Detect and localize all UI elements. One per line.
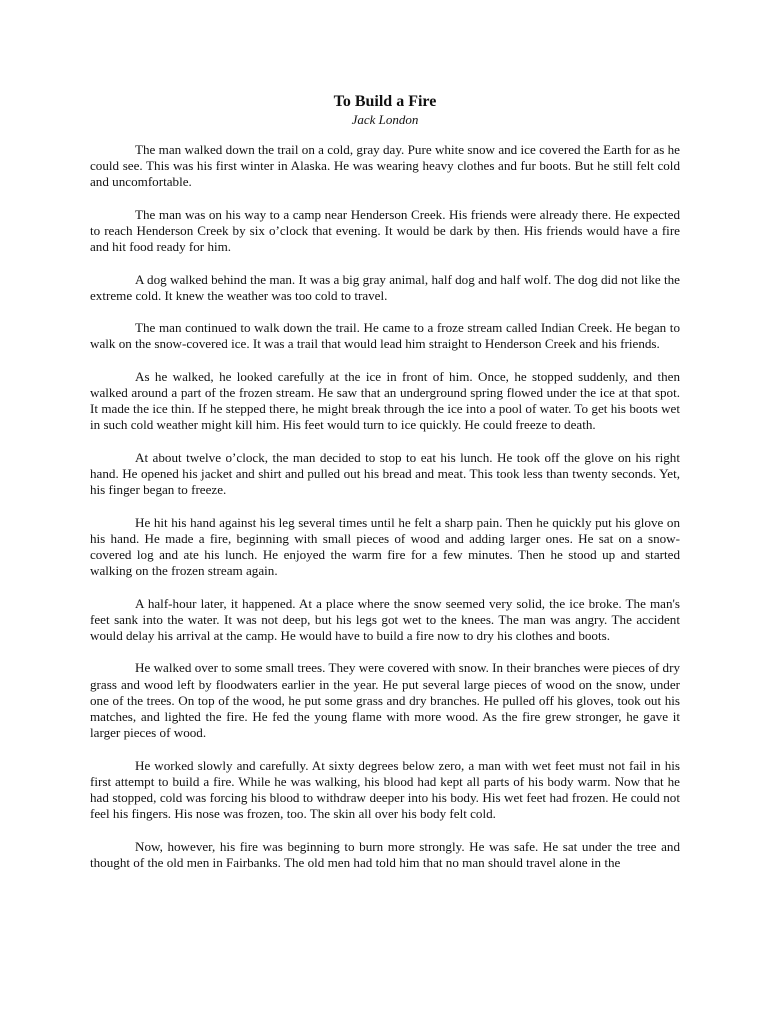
paragraph: The man continued to walk down the trail. He came to a froze stream called Indian Creek. He began to walk on the snow-covered ice. It was a trail that would lead him straight to Henderson Creek and his friends. <box>90 320 680 352</box>
paragraph: He walked over to some small trees. They were covered with snow. In their branches were pieces of dry grass and wood left by floodwaters earlier in the year. He put several large pieces of wood on the snow, under one of the trees. On top of the wood, he put some grass and dry branches. He pulled off his gloves, took out his matches, and lighted the fire. He fed the young flame with more wood. As the fire grew stronger, he gave it larger pieces of wood. <box>90 660 680 741</box>
paragraph: He hit his hand against his leg several times until he felt a sharp pain. Then he quickly put his glove on his hand. He made a fire, beginning with small pieces of wood and adding larger ones. He sat on a snow-covered log and ate his lunch. He enjoyed the warm fire for a few minutes. Then he stood up and started walking on the frozen stream again. <box>90 514 680 579</box>
paragraph: A dog walked behind the man. It was a big gray animal, half dog and half wolf. The dog did not like the extreme cold. It knew the weather was too cold to travel. <box>90 271 680 303</box>
paragraph: Now, however, his fire was beginning to burn more strongly. He was safe. He sat under the tree and thought of the old men in Fairbanks. The old men had told him that no man should travel alone in the <box>90 838 680 870</box>
document-author: Jack London <box>351 112 419 127</box>
paragraph: He worked slowly and carefully. At sixty degrees below zero, a man with wet feet must not fail in his first attempt to build a fire. While he was walking, his blood had kept all parts of his body warm. Now that he had stopped, cold was forcing his blood to withdraw deeper into his body. His wet feet had frozen. He could not feel his fingers. His nose was frozen, too. The skin all over his body felt cold. <box>90 757 680 822</box>
document-title: To Build a Fire <box>333 93 437 110</box>
paragraph: The man walked down the trail on a cold, gray day. Pure white snow and ice covered the Earth for as he could see. This was his first winter in Alaska. He was wearing heavy clothes and fur boots. But he still felt cold and uncomfortable. <box>90 142 680 190</box>
paragraph: The man was on his way to a camp near Henderson Creek. His friends were already there. He expected to reach Henderson Creek by six o’clock that evening. It would be dark by then. His friends would have a fire and hit food ready for him. <box>90 206 680 255</box>
document-page <box>90 92 680 887</box>
paragraph: At about twelve o’clock, the man decided to stop to eat his lunch. He took off the glove on his right hand. He opened his jacket and shirt and pulled out his bread and meat. This took less than twenty seconds. Yet, his finger began to freeze. <box>90 449 680 498</box>
paragraph: As he walked, he looked carefully at the ice in front of him. Once, he stopped suddenly, and then walked around a part of the frozen stream. He saw that an underground spring flowed under the ice at that spot. It made the ice thin. If he stepped there, he might break through the ice into a pool of water. To get his boots wet in such cold weather might kill him. His feet would turn to ice quickly. He could freeze to death. <box>90 368 680 433</box>
paragraph: A half-hour later, it happened. At a place where the snow seemed very solid, the ice broke. The man's feet sank into the water. It was not deep, but his legs got wet to the knees. The man was angry. The accident would delay his arrival at the camp. He would have to build a fire now to dry his clothes and boots. <box>90 595 680 643</box>
